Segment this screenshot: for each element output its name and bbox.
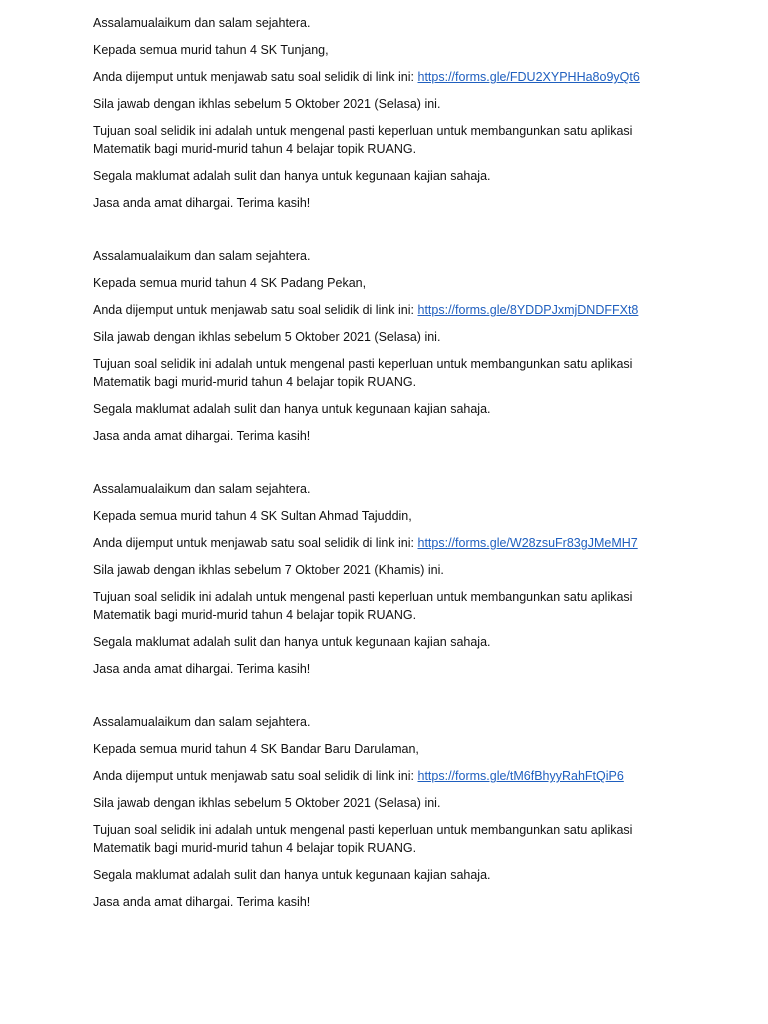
- greeting: Assalamualaikum dan salam sejahtera.: [93, 249, 311, 263]
- purpose-text: [93, 588, 693, 624]
- thanks-text: Jasa anda amat dihargai. Terima kasih!: [93, 662, 311, 676]
- invite-text: Anda dijemput untuk menjawab satu soal selidik di link ini:: [93, 536, 415, 550]
- deadline-text: Sila jawab dengan ikhlas sebelum 5 Oktober 2021 (Selasa) ini.: [93, 330, 441, 344]
- purpose-line-1: Tujuan soal selidik ini adalah untuk mengenal pasti keperluan untuk membangunkan satu aplikasi: [93, 357, 633, 371]
- thanks-text: Jasa anda amat dihargai. Terima kasih!: [93, 196, 311, 210]
- message-block-1: [93, 14, 693, 212]
- survey-link[interactable]: https://forms.gle/tM6fBhyyRahFtQiP6: [417, 769, 624, 783]
- purpose-line-2: Matematik bagi murid-murid tahun 4 belajar topik RUANG.: [93, 375, 417, 389]
- invite-line: [93, 68, 693, 86]
- salutation: Kepada semua murid tahun 4 SK Sultan Ahmad Tajuddin,: [93, 509, 412, 523]
- document-page: [93, 14, 693, 920]
- privacy-text: Segala maklumat adalah sulit dan hanya untuk kegunaan kajian sahaja.: [93, 402, 491, 416]
- deadline-text: Sila jawab dengan ikhlas sebelum 5 Oktober 2021 (Selasa) ini.: [93, 97, 441, 111]
- invite-text: Anda dijemput untuk menjawab satu soal selidik di link ini:: [93, 303, 415, 317]
- message-block-4: [93, 713, 693, 911]
- purpose-text: [93, 821, 693, 857]
- thanks-text: Jasa anda amat dihargai. Terima kasih!: [93, 429, 311, 443]
- purpose-line-1: Tujuan soal selidik ini adalah untuk mengenal pasti keperluan untuk membangunkan satu aplikasi: [93, 590, 633, 604]
- deadline-text: Sila jawab dengan ikhlas sebelum 5 Oktober 2021 (Selasa) ini.: [93, 796, 441, 810]
- purpose-line-2: Matematik bagi murid-murid tahun 4 belajar topik RUANG.: [93, 142, 417, 156]
- greeting: Assalamualaikum dan salam sejahtera.: [93, 16, 311, 30]
- salutation: Kepada semua murid tahun 4 SK Tunjang,: [93, 43, 329, 57]
- thanks-text: Jasa anda amat dihargai. Terima kasih!: [93, 895, 311, 909]
- invite-text: Anda dijemput untuk menjawab satu soal selidik di link ini:: [93, 769, 415, 783]
- invite-line: [93, 534, 693, 552]
- message-block-3: [93, 480, 693, 678]
- purpose-line-1: Tujuan soal selidik ini adalah untuk mengenal pasti keperluan untuk membangunkan satu aplikasi: [93, 823, 633, 837]
- greeting: Assalamualaikum dan salam sejahtera.: [93, 715, 311, 729]
- purpose-line-2: Matematik bagi murid-murid tahun 4 belajar topik RUANG.: [93, 608, 417, 622]
- privacy-text: Segala maklumat adalah sulit dan hanya untuk kegunaan kajian sahaja.: [93, 635, 491, 649]
- purpose-text: [93, 355, 693, 391]
- message-block-2: [93, 247, 693, 445]
- survey-link[interactable]: https://forms.gle/FDU2XYPHHa8o9yQt6: [417, 70, 640, 84]
- invite-text: Anda dijemput untuk menjawab satu soal selidik di link ini:: [93, 70, 415, 84]
- salutation: Kepada semua murid tahun 4 SK Bandar Baru Darulaman,: [93, 742, 419, 756]
- invite-line: [93, 301, 693, 319]
- privacy-text: Segala maklumat adalah sulit dan hanya untuk kegunaan kajian sahaja.: [93, 169, 491, 183]
- survey-link[interactable]: https://forms.gle/W28zsuFr83gJMeMH7: [417, 536, 638, 550]
- invite-line: [93, 767, 693, 785]
- privacy-text: Segala maklumat adalah sulit dan hanya untuk kegunaan kajian sahaja.: [93, 868, 491, 882]
- deadline-text: Sila jawab dengan ikhlas sebelum 7 Oktober 2021 (Khamis) ini.: [93, 563, 444, 577]
- survey-link[interactable]: https://forms.gle/8YDDPJxmjDNDFFXt8: [417, 303, 639, 317]
- purpose-line-1: Tujuan soal selidik ini adalah untuk mengenal pasti keperluan untuk membangunkan satu aplikasi: [93, 124, 633, 138]
- purpose-line-2: Matematik bagi murid-murid tahun 4 belajar topik RUANG.: [93, 841, 417, 855]
- purpose-text: [93, 122, 693, 158]
- salutation: Kepada semua murid tahun 4 SK Padang Pekan,: [93, 276, 367, 290]
- greeting: Assalamualaikum dan salam sejahtera.: [93, 482, 311, 496]
